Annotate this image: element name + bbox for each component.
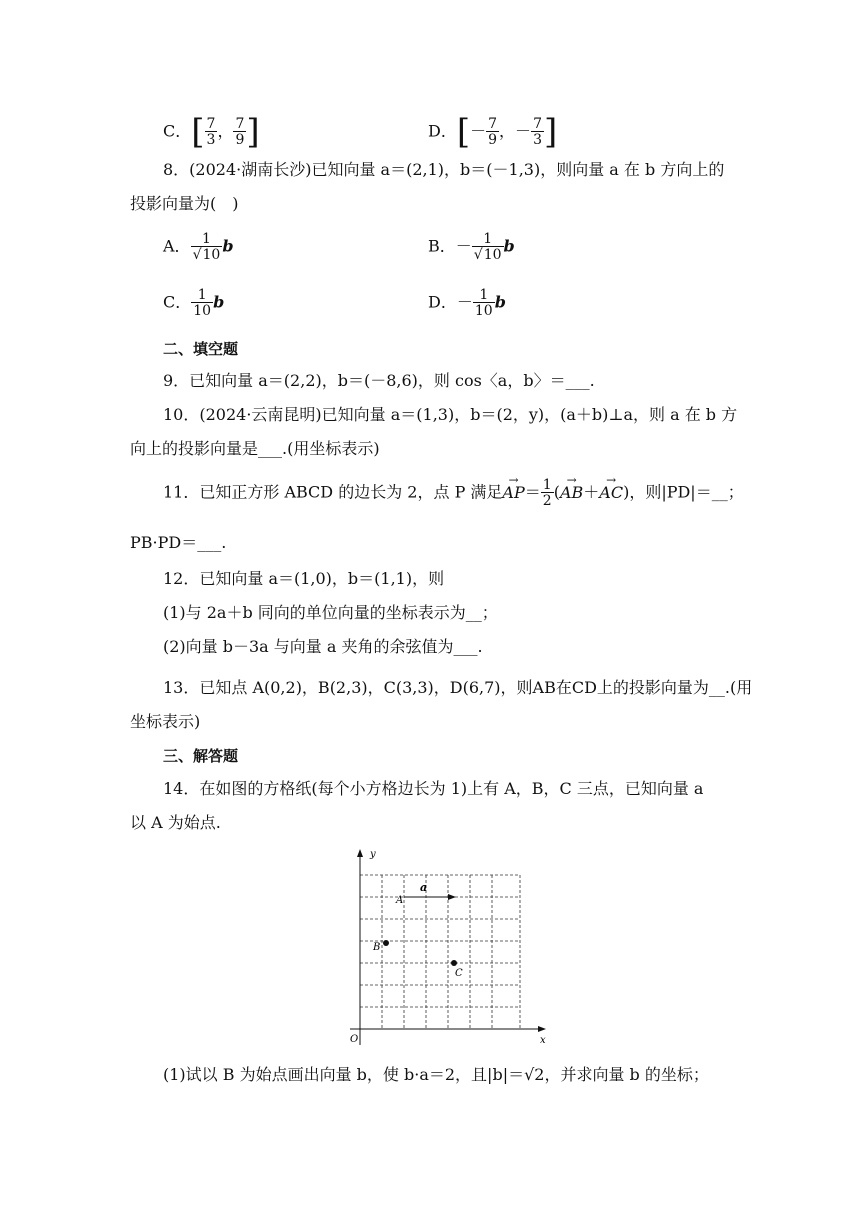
point-B [383,940,389,946]
q8-line2: 投影向量为( ) [130,194,239,213]
grid-figure [330,845,550,1055]
x-axis-arrow-icon [538,1026,546,1032]
x-axis-label: x [540,1035,546,1046]
y-axis-label: y [370,849,376,860]
q14-sub1: (1)试以 B 为始点画出向量 b，使 b·a＝2，且|b|＝√2，并求向量 b 的坐标； [163,1065,709,1084]
point-C-label: C [455,968,463,979]
q8-option-c: C． $\frac{1}{10}$ b [163,287,225,319]
q12-line1: 12．已知向量 a＝(1,0)，b＝(1,1)，则 [163,569,445,588]
y-axis-arrow-icon [357,849,363,857]
q10-line2: 向上的投影向量是___.(用坐标表示) [130,439,380,458]
q7-option-d: D．[－ $\frac{7}{9}$ ，－ $\frac{7}{3}$ ] [428,112,558,152]
point-B-label: B [373,942,381,953]
section-solution-questions: 三、解答题 [163,747,239,765]
q14-line1: 14．在如图的方格纸(每个小方格边长为 1)上有 A，B，C 三点，已知向量 a [163,779,704,798]
q14-line2: 以 A 为始点. [130,813,221,832]
q10-line1: 10．(2024·云南昆明)已知向量 a＝(1,3)，b＝(2，y)，(a＋b)⊥a，则 a 在 b 方 [163,405,738,424]
vector-a-label: a [420,881,428,894]
q13-line2: 坐标表示) [130,712,201,731]
q8-option-a: A． $\frac{1}{√10}$ b [163,231,234,263]
q8-option-b: B．－ $\frac{1}{√10}$ b [428,231,515,263]
q7-option-c: C．[ $\frac{7}{3}$ ， $\frac{7}{9}$ ] [163,112,260,152]
q13-line1: 13．已知点 A(0,2)，B(2,3)，C(3,3)，D(6,7)，则AB在CD上的投影向量为__.(用 [163,678,753,697]
q8-line1: 8．(2024·湖南长沙)已知向量 a＝(2,1)，b＝(－1,3)，则向量 a 在 b 方向上的 [163,160,725,179]
q8-option-d: D．－ $\frac{1}{10}$ b [428,287,506,319]
q11-line2: PB·PD＝___. [130,533,227,552]
section-fill-in-blank: 二、填空题 [163,340,239,358]
vector-a-arrow-icon [448,894,456,900]
origin-label: O [350,1034,359,1045]
point-A-label: A [396,895,404,906]
dashed-grid [360,875,520,1029]
q12-line2: (1)与 2a＋b 同向的单位向量的坐标表示为__； [163,603,498,622]
q11-line1: 11．已知正方形 ABCD 的边长为 2，点 P 满足→ AP＝ $\frac{1}{2}$ (→ AB＋→ AC)，则|PD|＝__； [163,478,744,508]
q12-line3: (2)向量 b－3a 与向量 a 夹角的余弦值为___. [163,637,483,656]
q9: 9．已知向量 a＝(2,2)，b＝(－8,6)，则 cos〈a，b〉＝___. [163,371,595,390]
point-C [451,960,457,966]
